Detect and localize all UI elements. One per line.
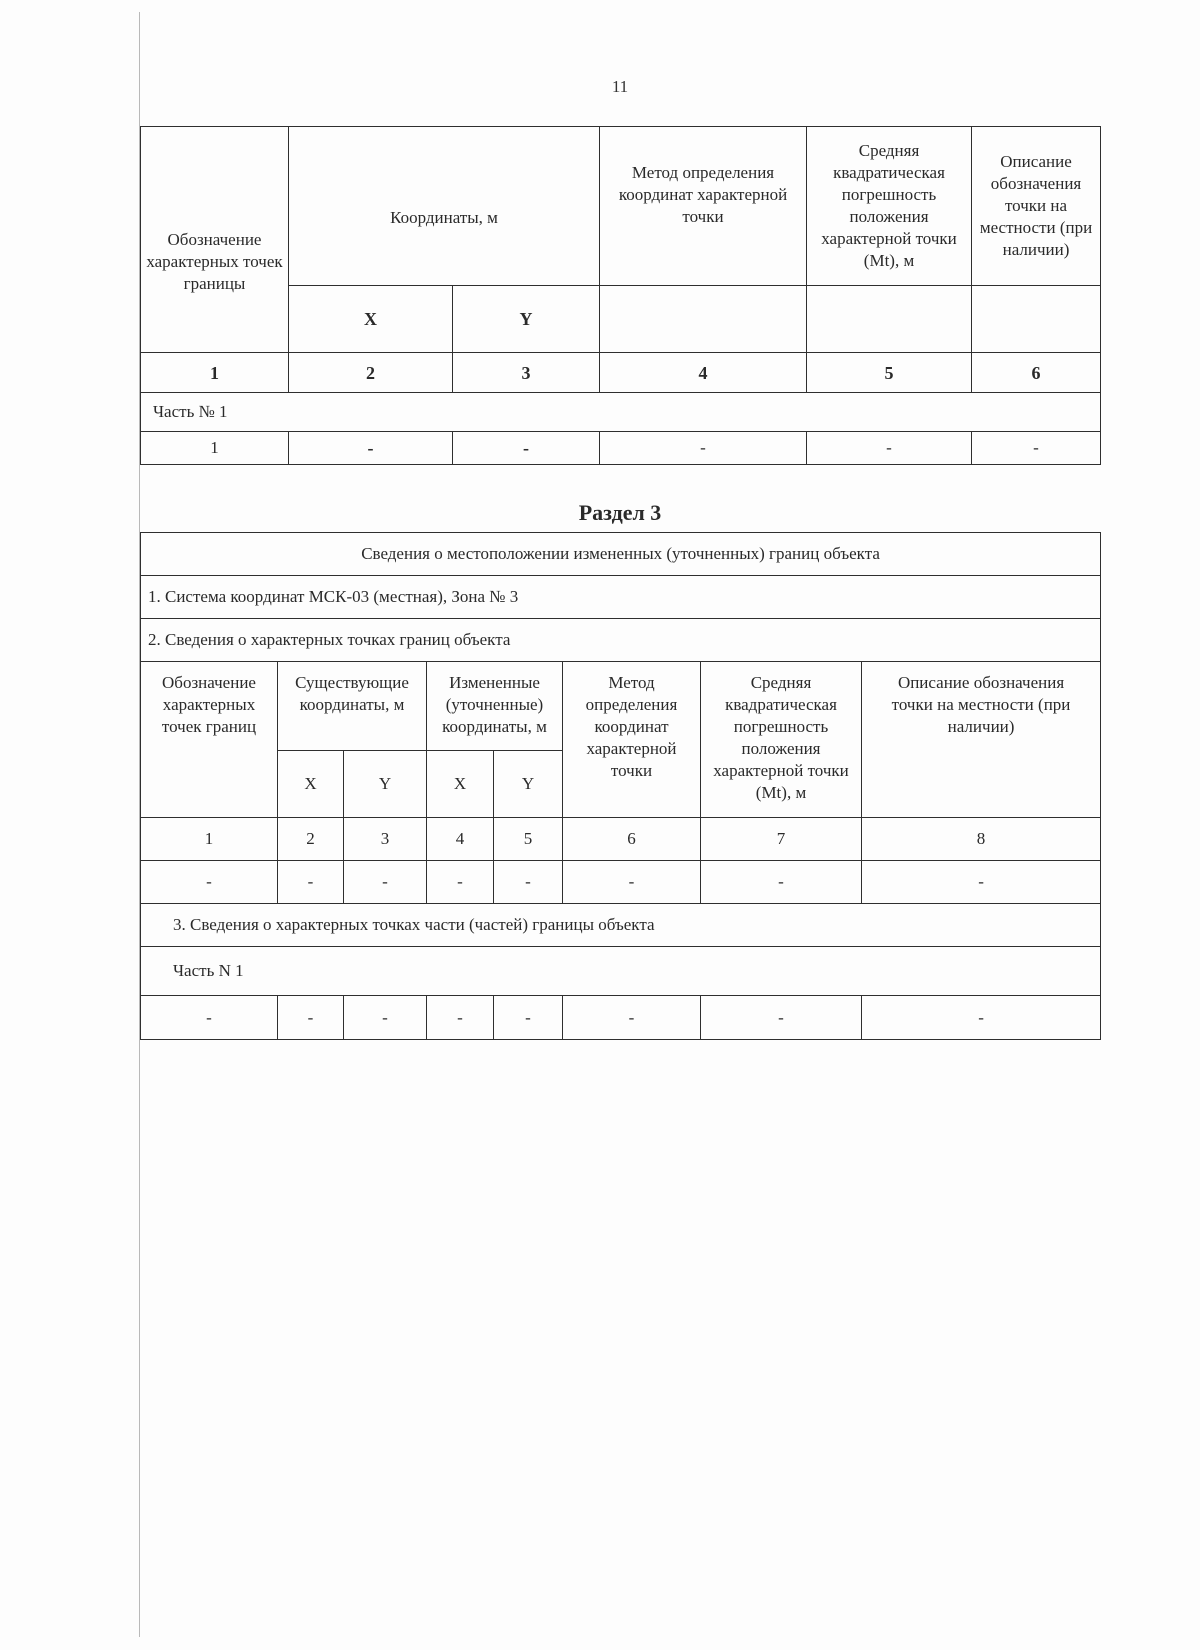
column-number: 2	[278, 818, 344, 861]
boundary-points-table	[140, 126, 1101, 465]
section-title: Раздел 3	[578, 500, 662, 525]
part-points-info-heading: 3. Сведения о характерных точках части (частей) границы объекта	[141, 904, 1101, 947]
column-number: 5	[494, 818, 563, 861]
table-cell: -	[494, 996, 563, 1040]
column-number: 3	[453, 353, 600, 393]
header-y: Y	[494, 751, 563, 818]
header-x: X	[289, 286, 453, 353]
column-number: 1	[141, 818, 278, 861]
header-description: Описание обозначения точки на местности (при наличии)	[862, 662, 1101, 818]
table-cell: -	[141, 861, 278, 904]
table-cell: -	[600, 432, 807, 465]
table-cell: -	[862, 861, 1101, 904]
table-cell: -	[427, 861, 494, 904]
table-title: Сведения о местоположении измененных (уточненных) границ объекта	[141, 533, 1101, 576]
table-cell: -	[278, 861, 344, 904]
column-number: 4	[600, 353, 807, 393]
part-label: Часть № 1	[141, 393, 1101, 432]
table-cell: -	[701, 861, 862, 904]
header-method: Метод определения координат характерной точки	[563, 662, 701, 818]
column-number: 6	[563, 818, 701, 861]
changed-boundaries-table	[140, 532, 1101, 1040]
header-y: Y	[344, 751, 427, 818]
header-empty-6	[972, 286, 1101, 353]
header-coordinates: Координаты, м	[289, 127, 600, 286]
table-cell: -	[453, 432, 600, 465]
column-number: 5	[807, 353, 972, 393]
header-description: Описание обозначения точки на местности (при наличии)	[972, 127, 1101, 286]
table-cell: -	[344, 861, 427, 904]
header-existing-coords: Существующие координаты, м	[278, 662, 427, 751]
table-cell: -	[494, 861, 563, 904]
table-cell: -	[972, 432, 1101, 465]
table-cell: -	[278, 996, 344, 1040]
header-error: Средняя квадратическая погрешность положения характерной точки (Mt), м	[807, 127, 972, 286]
table-cell: -	[344, 996, 427, 1040]
table-cell: -	[807, 432, 972, 465]
column-number: 8	[862, 818, 1101, 861]
table-cell: -	[563, 996, 701, 1040]
header-empty-4	[600, 286, 807, 353]
header-designation: Обозначение характерных точек границ	[141, 662, 278, 818]
part-label: Часть N 1	[141, 947, 1101, 996]
column-number: 3	[344, 818, 427, 861]
table-cell: -	[141, 996, 278, 1040]
column-number: 2	[289, 353, 453, 393]
header-x: X	[278, 751, 344, 818]
table-cell: -	[289, 432, 453, 465]
table-cell: -	[701, 996, 862, 1040]
points-info-heading: 2. Сведения о характерных точках границ объекта	[141, 619, 1101, 662]
table-cell: 1	[141, 432, 289, 465]
page-number: 11	[611, 77, 629, 96]
table-cell: -	[563, 861, 701, 904]
header-method: Метод определения координат характерной точки	[600, 127, 807, 286]
header-x: X	[427, 751, 494, 818]
column-number: 4	[427, 818, 494, 861]
header-y: Y	[453, 286, 600, 353]
table-cell: -	[862, 996, 1101, 1040]
header-designation: Обозначение характерных точек границы	[141, 127, 289, 353]
column-number: 6	[972, 353, 1101, 393]
table-cell: -	[427, 996, 494, 1040]
column-number: 7	[701, 818, 862, 861]
coordinate-system: 1. Система координат МСК-03 (местная), Зона № 3	[141, 576, 1101, 619]
column-number: 1	[141, 353, 289, 393]
header-empty-5	[807, 286, 972, 353]
header-error: Средняя квадратическая погрешность положения характерной точки (Mt), м	[701, 662, 862, 818]
header-changed-coords: Измененные (уточненные) координаты, м	[427, 662, 563, 751]
